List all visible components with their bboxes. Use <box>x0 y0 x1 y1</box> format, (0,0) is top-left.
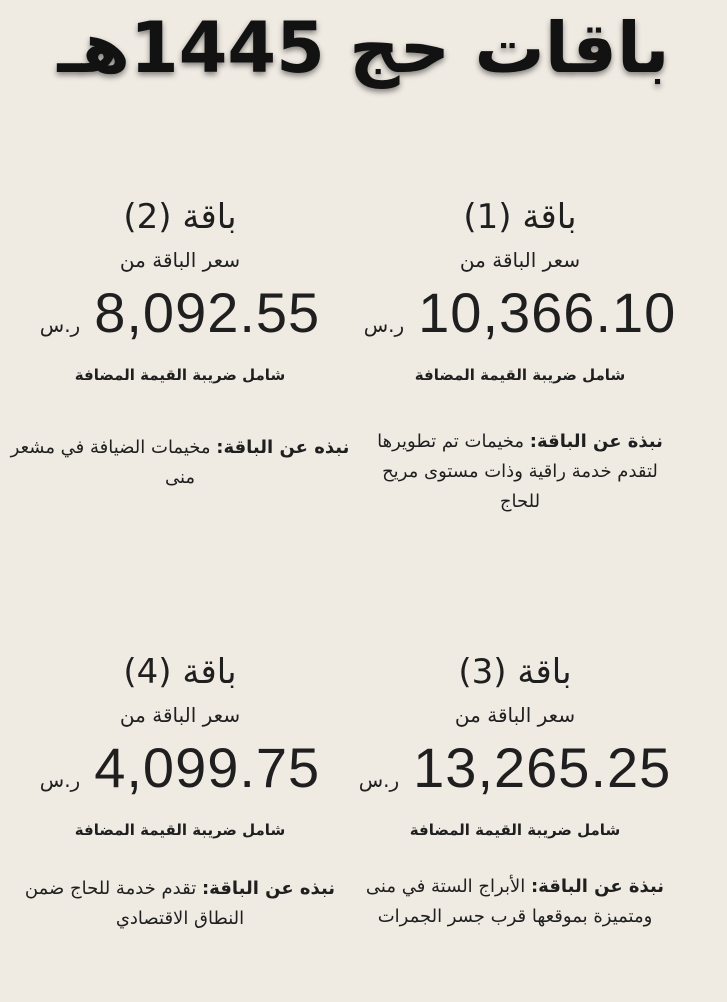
description-label: نبذة عن الباقة: <box>529 431 663 452</box>
currency-label: ر.س <box>39 768 81 792</box>
description-text: مخيمات الضيافة في مشعر منى <box>10 437 211 488</box>
price-from-label: سعر الباقة من <box>119 248 241 272</box>
price-from-label: سعر الباقة من <box>119 703 241 727</box>
description-text: الأبراج الستة في منى ومتميزة بموقعها قرب جسر الجمرات <box>365 876 653 927</box>
price-from-label: سعر الباقة من <box>459 248 581 272</box>
price-row <box>10 281 350 345</box>
package-card-1 <box>363 195 677 517</box>
package-name: باقة (2) <box>123 197 237 237</box>
package-card-2 <box>10 195 350 493</box>
package-price: 8,092.55 <box>94 281 321 344</box>
package-price: 13,265.25 <box>413 736 672 799</box>
package-card-3 <box>360 650 670 932</box>
package-name: باقة (3) <box>458 652 572 692</box>
price-from-label: سعر الباقة من <box>454 703 576 727</box>
description-label: نبذه عن الباقة: <box>216 437 350 458</box>
vat-note: شامل ضريبة القيمة المضافة <box>414 366 626 384</box>
currency-label: ر.س <box>363 313 405 337</box>
price-row <box>360 736 670 800</box>
description-label: نبذه عن الباقة: <box>201 878 336 899</box>
package-price: 10,366.10 <box>418 281 677 344</box>
currency-label: ر.س <box>358 768 400 792</box>
currency-label: ر.س <box>39 313 81 337</box>
package-price: 4,099.75 <box>94 736 321 799</box>
package-description <box>360 872 670 932</box>
vat-note: شامل ضريبة القيمة المضافة <box>409 821 621 839</box>
page-title: باقات حج 1445هـ <box>57 7 670 89</box>
vat-note: شامل ضريبة القيمة المضافة <box>74 821 286 839</box>
package-name: باقة (4) <box>123 652 237 692</box>
description-label: نبذة عن الباقة: <box>530 876 665 897</box>
package-description <box>370 427 670 517</box>
description-text: تقدم خدمة للحاج ضمن النطاق الاقتصادي <box>24 878 245 929</box>
package-card-4 <box>10 650 350 934</box>
package-description <box>10 874 350 934</box>
package-name: باقة (1) <box>463 197 577 237</box>
package-description <box>10 433 350 493</box>
vat-note: شامل ضريبة القيمة المضافة <box>74 366 286 384</box>
price-row <box>363 281 677 345</box>
description-text: مخيمات تم تطويرها لتقدم خدمة راقية وذات مستوى مريح للحاج <box>377 431 658 512</box>
price-row <box>10 736 350 800</box>
